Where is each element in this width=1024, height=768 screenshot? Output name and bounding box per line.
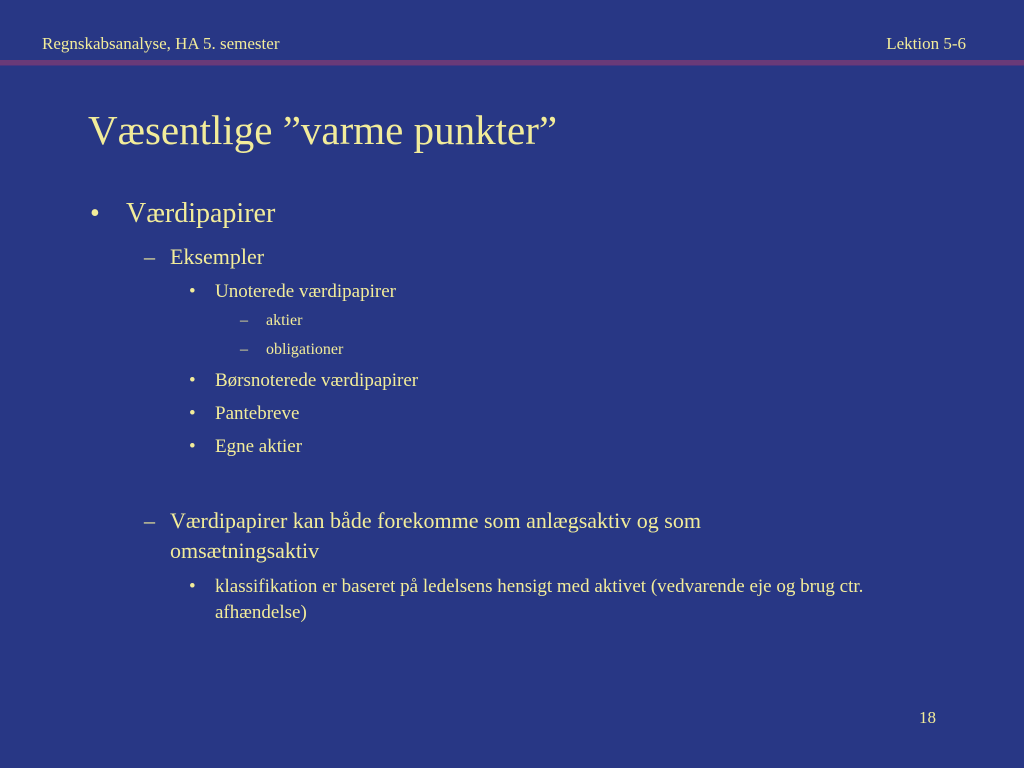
list-item-label: Pantebreve: [215, 403, 300, 424]
list-item-boersnoterede: [189, 370, 419, 392]
list-item-eksempler: [144, 244, 265, 270]
list-item-obligationer: [240, 341, 344, 359]
list-item-egne-aktier: [189, 436, 303, 458]
list-item-label: klassifikation er baseret på ledelsens hensigt med aktivet (vedvarende eje og brug ctr. afhændelse): [215, 576, 864, 623]
bullet-marker: •: [189, 281, 196, 302]
list-item-label: Børsnoterede værdipapirer: [215, 370, 419, 391]
list-item-klassifikation: [189, 574, 935, 625]
slide-title: Væsentlige ”varme punkter”: [88, 107, 558, 153]
list-item-label: aktier: [266, 312, 303, 329]
page-number: 18: [919, 708, 936, 727]
lecture-header: Lektion 5-6: [886, 34, 966, 53]
dash-marker: –: [240, 312, 248, 329]
dash-marker: –: [144, 244, 155, 269]
dash-marker: –: [144, 508, 155, 533]
bullet-marker: •: [90, 198, 100, 229]
header-divider: [0, 60, 1024, 65]
list-item-unoterede: [189, 281, 396, 303]
course-header: Regnskabsanalyse, HA 5. semester: [42, 34, 280, 53]
list-item-label: Værdipapirer: [126, 198, 276, 229]
list-item-label: obligationer: [266, 341, 344, 358]
list-item-label: Eksempler: [170, 244, 265, 269]
list-item-pantebreve: [189, 403, 300, 425]
bullet-marker: •: [189, 370, 196, 391]
list-item-vaerdipapirer: [90, 198, 276, 230]
list-item-aktier: [240, 312, 303, 330]
bullet-marker: •: [189, 576, 196, 597]
bullet-marker: •: [189, 436, 196, 457]
list-item-anlaegsaktiv: [144, 506, 820, 565]
bullet-marker: •: [189, 403, 196, 424]
list-item-label: Egne aktier: [215, 436, 303, 457]
list-item-label: Unoterede værdipapirer: [215, 281, 396, 302]
dash-marker: –: [240, 341, 248, 358]
list-item-label: Værdipapirer kan både forekomme som anlægsaktiv og som omsætningsaktiv: [170, 508, 701, 563]
